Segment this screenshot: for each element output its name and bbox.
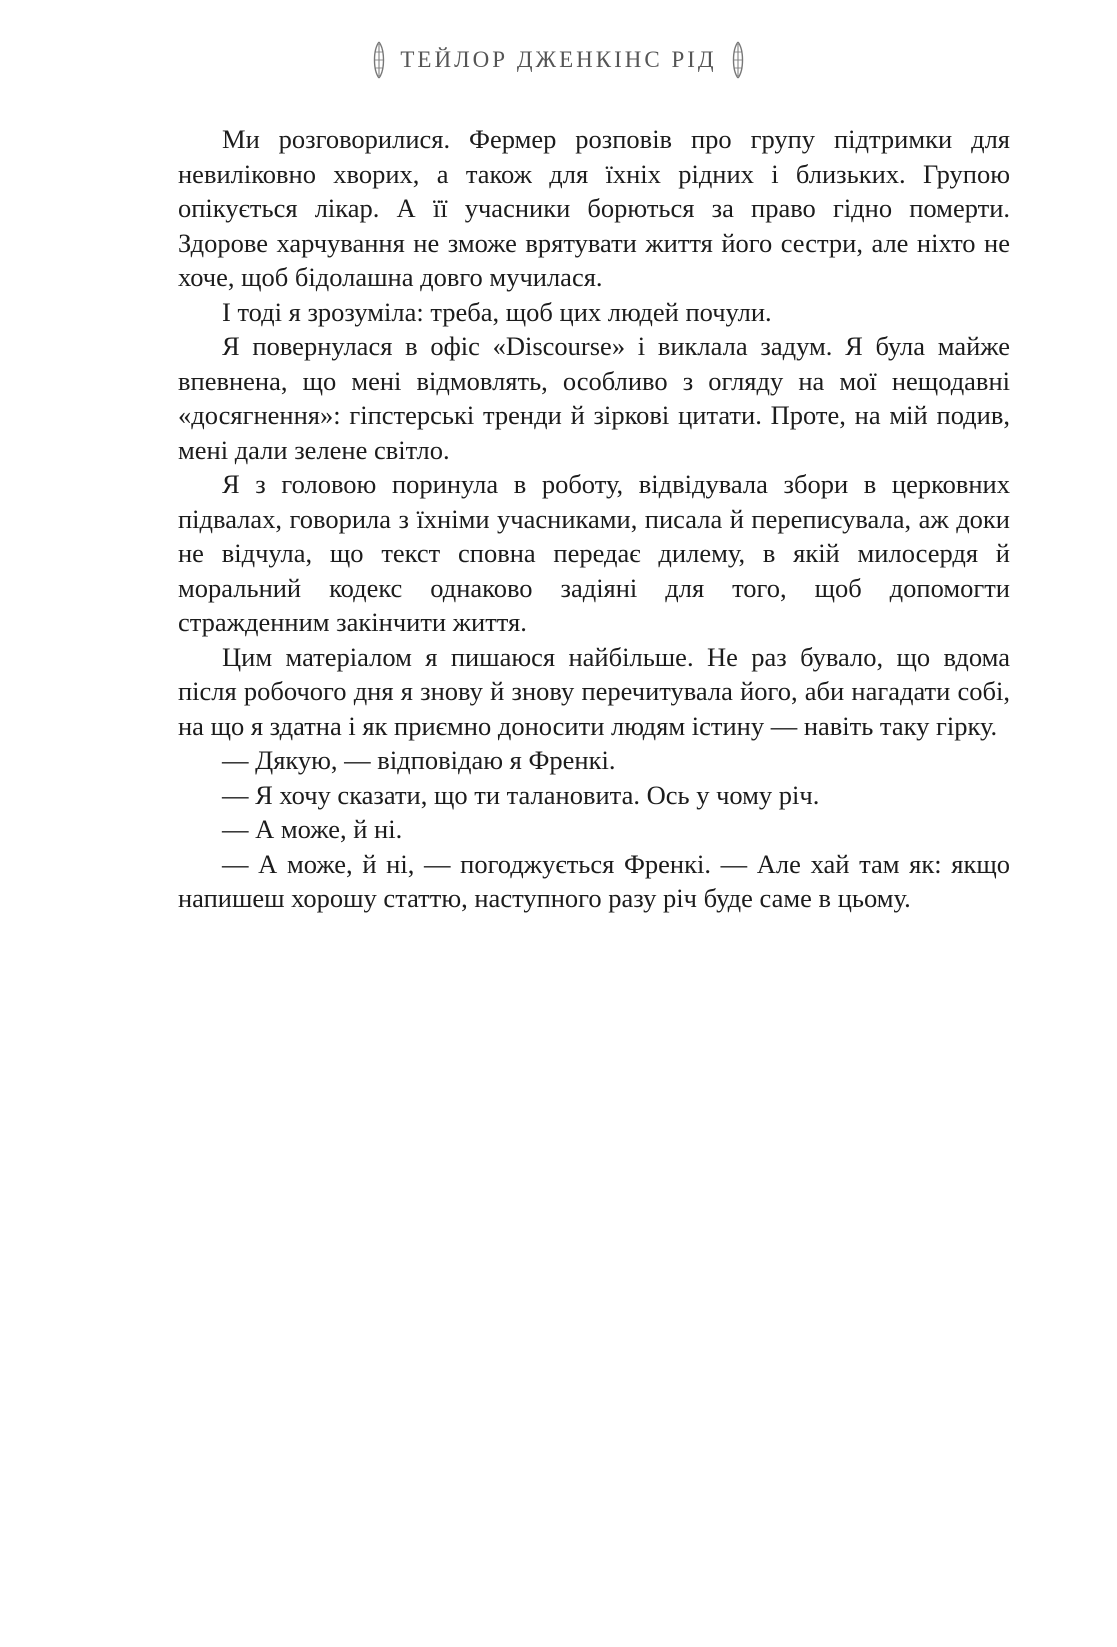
paragraph: Ми розговорилися. Фермер розповів про групу підтримки для невиліковно хворих, а також для їхніх рідних і близьких. Групою опікується лікар. А її учасники борються за право гідно померти. Здорове харчування не зможе врятувати життя його сестри, але ніхто не хоче, щоб бідолашна довго мучилася. bbox=[178, 124, 1010, 292]
body-text bbox=[178, 122, 1010, 916]
paragraph: І тоді я зрозуміла: треба, щоб цих людей почули. bbox=[222, 296, 772, 327]
left-ornament-icon bbox=[370, 40, 388, 80]
paragraph: Цим матеріалом я пишаюся найбільше. Не раз бувало, що вдома після робочого дня я знову й знову перечитувала його, аби нагадати собі, на що я здатна і як приємно доносити людям істину — навіть таку гірку. bbox=[178, 641, 1010, 741]
dialogue-line: — Я хочу сказати, що ти талановита. Ось у чому річ. bbox=[222, 779, 820, 810]
dialogue-line: — Дякую, — відповідаю я Френкі. bbox=[222, 745, 616, 775]
running-title: ТЕЙЛОР ДЖЕНКІНС РІД bbox=[400, 47, 717, 72]
dialogue-line: — А може, й ні. bbox=[222, 814, 403, 844]
running-header bbox=[0, 40, 1117, 80]
paragraph: Я з головою поринула в роботу, відвідувала збори в церковних підвалах, говорила з їхніми учасниками, писала й переписувала, аж доки не відчула, що текст сповна передає дилему, в якій милосердя й моральний кодекс однаково задіяні для того, щоб допомогти стражденним закінчити життя. bbox=[178, 469, 1010, 637]
dialogue-line: — А може, й ні, — погоджується Френкі. — Але хай там як: якщо напишеш хорошу статтю, наступного разу річ буде саме в цьому. bbox=[178, 848, 1010, 913]
paragraph: Я повернулася в офіс «Discourse» і виклала задум. Я була майже впевнена, що мені відмовлять, особливо з огляду на мої нещодавні «досягнення»: гіпстерські тренди й зіркові цитати. Проте, на мій подив, мені дали зелене світло. bbox=[178, 331, 1010, 465]
right-ornament-icon bbox=[729, 40, 747, 80]
